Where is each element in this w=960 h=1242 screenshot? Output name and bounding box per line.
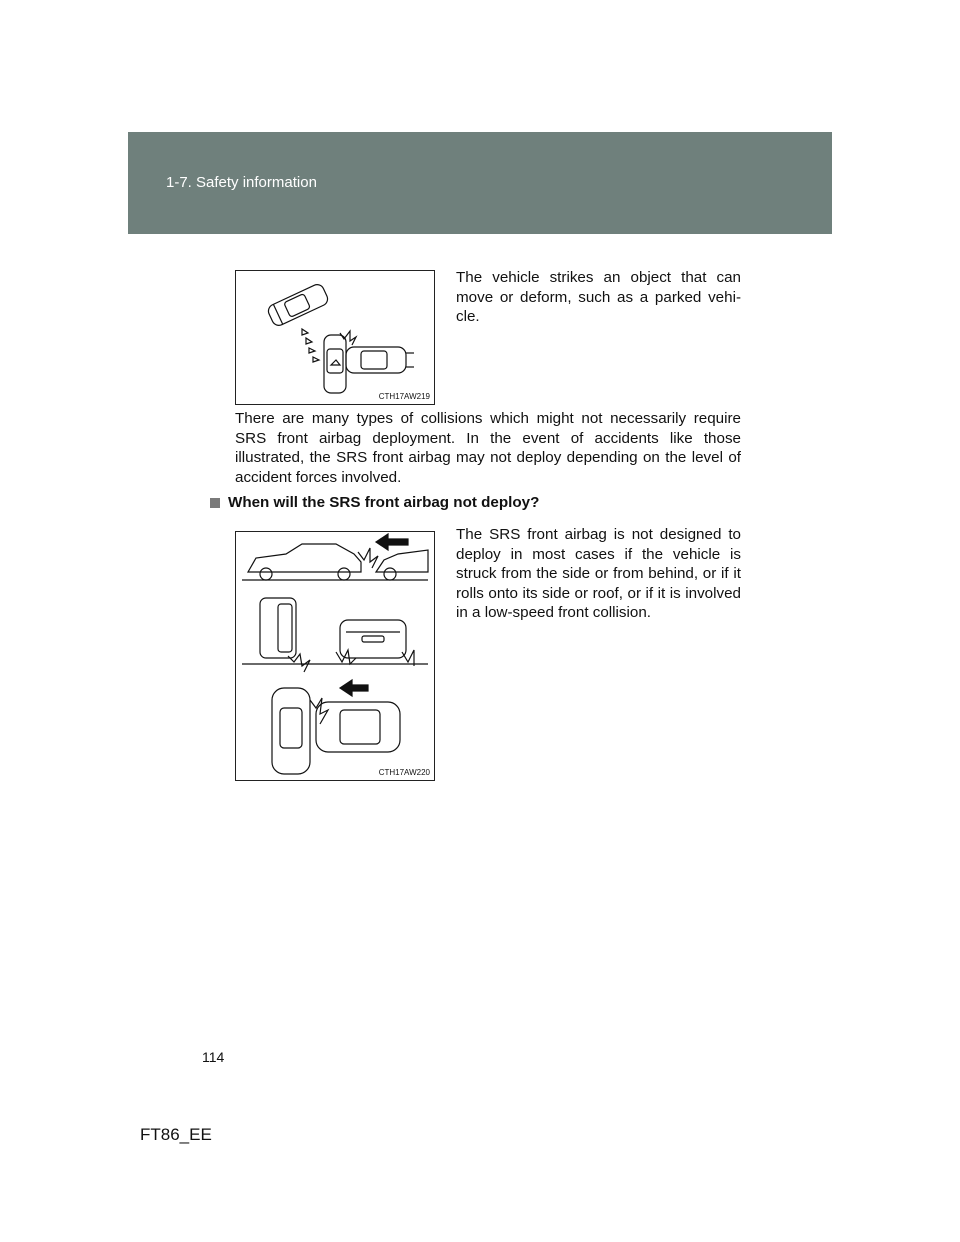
figure-code: CTH17AW219 xyxy=(378,392,430,401)
subheading xyxy=(210,494,539,511)
illustration-non-deploy-collisions xyxy=(235,531,435,781)
collision-types-drawing xyxy=(236,532,434,780)
document-id: FT86_EE xyxy=(140,1125,212,1144)
section-header xyxy=(128,132,832,234)
illustration-parked-vehicle-collision xyxy=(235,270,435,405)
collision-drawing xyxy=(236,271,434,404)
section-title: 1-7. Safety information xyxy=(166,174,317,191)
square-bullet-icon xyxy=(210,498,220,508)
caption-non-deploy: The SRS front airbag is not designed to deploy in most cases if the vehicle is struck from the side or from behind, or if it rolls onto its side or roof, or if it is involved in a low-speed front collision. xyxy=(456,526,741,621)
body-paragraph: There are many types of collisions which might not necessarily require SRS front airbag deployment. In the event of accidents like those illustrated, the SRS front airbag may not deploy depending on the level of accident forces involved. xyxy=(235,410,741,486)
caption-parked-vehicle: The vehicle strikes an object that can move or deform, such as a parked vehi-cle. xyxy=(456,269,741,325)
figure-code: CTH17AW220 xyxy=(378,768,430,777)
page-number: 114 xyxy=(202,1049,225,1065)
subheading-text: When will the SRS front airbag not deploy? xyxy=(228,494,540,511)
